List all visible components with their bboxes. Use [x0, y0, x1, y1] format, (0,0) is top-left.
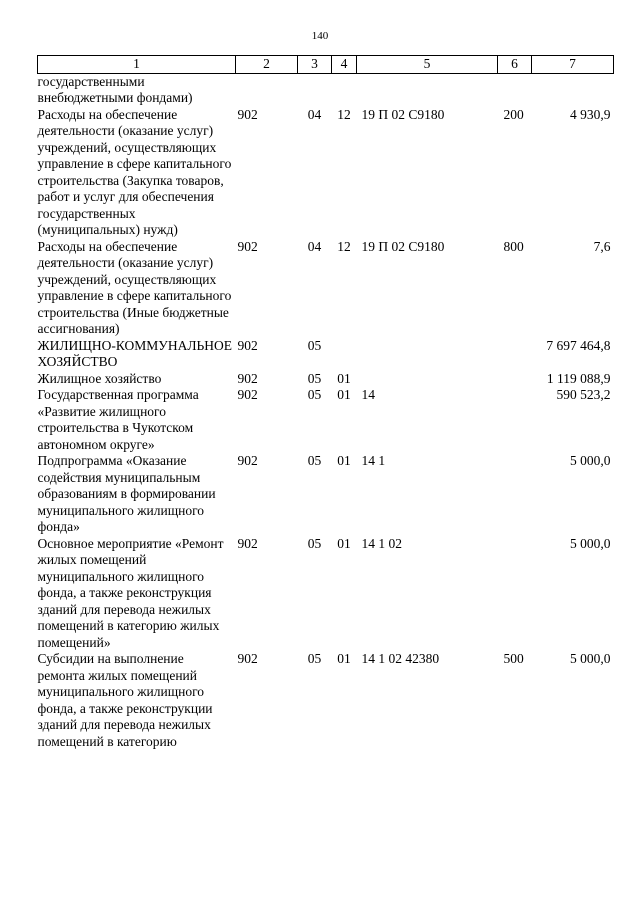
row-target-code: 19 П 02 С9180: [361, 238, 445, 254]
row-name: Основное мероприятие «Ремонт жилых помещений муниципального жилищного фонда, а также реконструкция зданий для перевода нежилых помещений в категорию жилых помещений»: [37, 535, 224, 650]
row-expense-type-code: 500: [503, 651, 524, 666]
row-ministry-code: [236, 73, 298, 107]
row-subsection-code: 01: [337, 370, 351, 386]
row-amount: 5 000,0: [570, 651, 611, 666]
row-ministry-code: 902: [237, 387, 258, 402]
column-header-name: 1: [38, 56, 236, 74]
column-header-section: 3: [298, 56, 332, 74]
row-section-code: 05: [307, 453, 322, 468]
budget-table: [37, 55, 614, 750]
row-target-code: [357, 338, 498, 371]
row-expense-type-code: [498, 387, 532, 453]
row-expense-type-code: [498, 73, 532, 107]
row-expense-type-code: 800: [503, 238, 524, 254]
header-row: [38, 56, 614, 74]
table-row: [38, 651, 614, 750]
row-section-code: 05: [307, 651, 322, 666]
row-amount: 7,6: [593, 238, 611, 254]
row-target-code: 19 П 02 С9180: [361, 106, 445, 122]
column-header-target: 5: [357, 56, 498, 74]
row-name: Государственная программа «Развитие жилищного строительства в Чукотском автономном округе»: [37, 387, 199, 452]
row-amount: 4 930,9: [570, 106, 611, 122]
row-target-code: [357, 371, 498, 388]
row-target-code: 14 1 02: [361, 535, 402, 551]
row-subsection-code: 12: [337, 238, 351, 254]
row-name: ЖИЛИЩНО-КОММУНАЛЬНОЕ ХОЗЯЙСТВО: [37, 337, 232, 369]
row-ministry-code: 902: [237, 337, 258, 353]
table-row: [38, 73, 614, 107]
row-ministry-code: 902: [237, 370, 258, 386]
row-name: Расходы на обеспечение деятельности (оказание услуг) учреждений, осуществляющих управление в сфере капитального строительства (Закупка товаров, работ и услуг для обеспечения государственных (муниципальных) нужд): [37, 106, 232, 237]
row-expense-type-code: [498, 371, 532, 388]
row-section-code: 05: [307, 337, 322, 353]
row-ministry-code: 902: [237, 238, 258, 254]
row-expense-type-code: [498, 536, 532, 652]
row-subsection-code: 01: [337, 651, 351, 666]
row-amount: 1 119 088,9: [546, 370, 611, 386]
table-row: [38, 387, 614, 453]
table-row: [38, 453, 614, 536]
row-name: Жилищное хозяйство: [37, 370, 162, 386]
row-target-code: 14 1 02 42380: [361, 651, 440, 666]
row-target-code: 14 1: [361, 453, 386, 468]
row-amount: 590 523,2: [556, 387, 611, 402]
row-target-code: 14: [361, 387, 375, 402]
row-subsection-code: 12: [337, 106, 351, 122]
row-amount: 5 000,0: [570, 535, 611, 551]
table-row: [38, 239, 614, 338]
row-ministry-code: 902: [237, 651, 258, 666]
row-name: Расходы на обеспечение деятельности (оказание услуг) учреждений, осуществляющих управление в сфере капитального строительства (Иные бюджетные ассигнования): [37, 238, 232, 336]
row-ministry-code: 902: [237, 106, 258, 122]
row-subsection-code: [332, 338, 357, 371]
row-section-code: 05: [307, 387, 322, 402]
table-row: [38, 338, 614, 371]
row-section-code: 05: [307, 535, 322, 551]
row-name: Субсидии на выполнение ремонта жилых помещений муниципального жилищного фонда, а также реконструкции зданий для перевода нежилых помещений в категорию: [37, 651, 213, 749]
table-row: [38, 107, 614, 239]
row-expense-type-code: [498, 453, 532, 536]
row-subsection-code: 01: [337, 453, 351, 468]
row-target-code: [357, 73, 498, 107]
row-name: государственными внебюджетными фондами): [37, 73, 193, 105]
row-section-code: [298, 73, 332, 107]
row-subsection-code: 01: [337, 387, 351, 402]
row-ministry-code: 902: [237, 453, 258, 468]
row-ministry-code: 902: [237, 535, 258, 551]
row-section-code: 05: [307, 370, 322, 386]
column-header-amount: 7: [532, 56, 614, 74]
row-expense-type-code: 200: [503, 106, 524, 122]
table-row: [38, 371, 614, 388]
row-section-code: 04: [307, 106, 322, 122]
column-header-subsection: 4: [332, 56, 357, 74]
page-number: 140: [311, 30, 329, 42]
column-header-expense-type: 6: [498, 56, 532, 74]
column-header-ministry: 2: [236, 56, 298, 74]
row-subsection-code: 01: [337, 535, 351, 551]
row-expense-type-code: [498, 338, 532, 371]
row-subsection-code: [332, 73, 357, 107]
table-row: [38, 536, 614, 652]
row-amount: [532, 73, 614, 107]
row-section-code: 04: [307, 238, 322, 254]
row-name: Подпрограмма «Оказание содействия муниципальным образованиям в формировании муниципального жилищного фонда»: [37, 453, 216, 534]
row-amount: 5 000,0: [570, 453, 611, 468]
row-amount: 7 697 464,8: [546, 337, 611, 353]
